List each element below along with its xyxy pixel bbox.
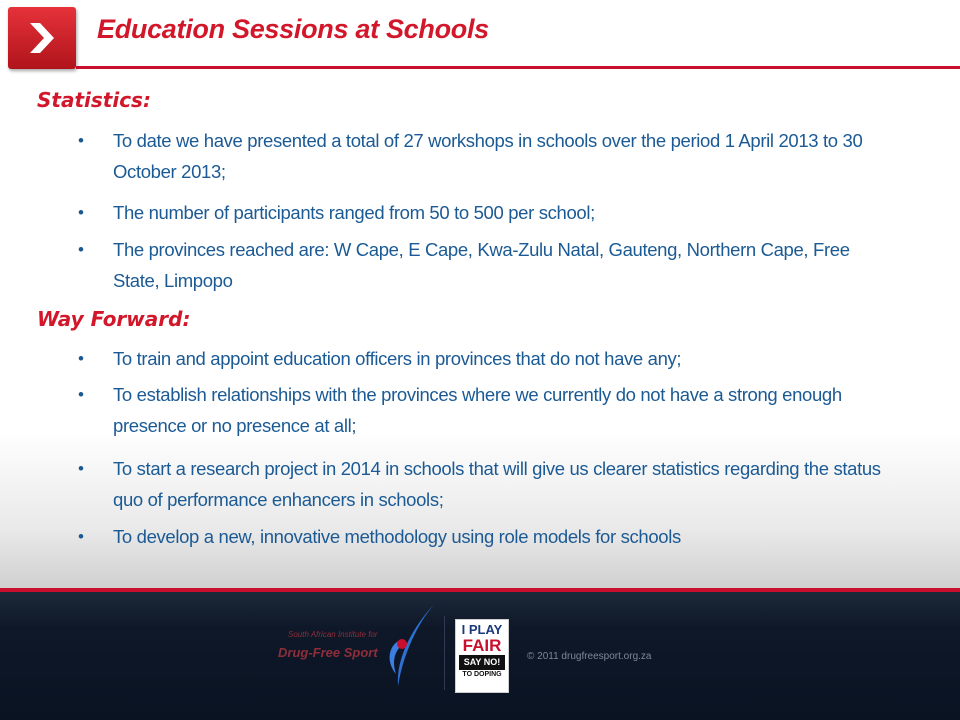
- list-item-text: To establish relationships with the provinces where we currently do not have a strong enough presence or no presence at all;: [113, 384, 842, 436]
- section-heading-statistics: Statistics:: [37, 88, 151, 112]
- list-item-text: To start a research project in 2014 in schools that will give us clearer statistics regarding the status quo of performance enhancers in schools;: [113, 458, 881, 510]
- campaign-line-1: I PLAY: [461, 622, 503, 637]
- bullet-icon: •: [78, 527, 84, 546]
- campaign-logo: [455, 619, 509, 693]
- list-item-text: The number of participants ranged from 50 to 500 per school;: [113, 202, 595, 223]
- list-item: [78, 453, 888, 515]
- bullet-icon: •: [78, 240, 84, 259]
- list-item-text: To develop a new, innovative methodology using role models for schools: [113, 526, 681, 547]
- campaign-line-3: SAY NO!: [459, 655, 505, 670]
- page-title: Education Sessions at Schools: [97, 14, 489, 44]
- footer-divider: [444, 616, 445, 690]
- footer-rule: [0, 588, 960, 592]
- campaign-line-2: FAIR: [462, 636, 502, 655]
- bullet-icon: •: [78, 349, 84, 368]
- swoosh-icon: [380, 600, 440, 690]
- bullet-icon: •: [78, 203, 84, 222]
- list-item: [78, 343, 888, 374]
- chevron-right-icon: [26, 21, 56, 55]
- copyright-text: © 2011 drugfreesport.org.za: [527, 651, 652, 662]
- list-item: [78, 234, 888, 296]
- bullet-icon: •: [78, 459, 84, 478]
- bullet-icon: •: [78, 385, 84, 404]
- list-item: [78, 197, 888, 228]
- list-item-text: To train and appoint education officers in provinces that do not have any;: [113, 348, 682, 369]
- campaign-line-4: TO DOPING: [462, 671, 502, 678]
- org-logo-name: Drug-Free Sport: [278, 645, 378, 660]
- list-item: [78, 125, 888, 187]
- list-item-text: To date we have presented a total of 27 workshops in schools over the period 1 April 2013 to 30 October 2013;: [113, 130, 863, 182]
- bullet-icon: •: [78, 131, 84, 150]
- logo-tab: [8, 7, 76, 69]
- list-item-text: The provinces reached are: W Cape, E Cape, Kwa-Zulu Natal, Gauteng, Northern Cape, Free State, Limpopo: [113, 239, 850, 291]
- list-item: [78, 521, 888, 552]
- list-item: [78, 379, 888, 441]
- org-logo-subtitle: South African Institute for: [288, 630, 378, 639]
- section-heading-way-forward: Way Forward:: [37, 307, 191, 331]
- header-rule: [76, 66, 960, 69]
